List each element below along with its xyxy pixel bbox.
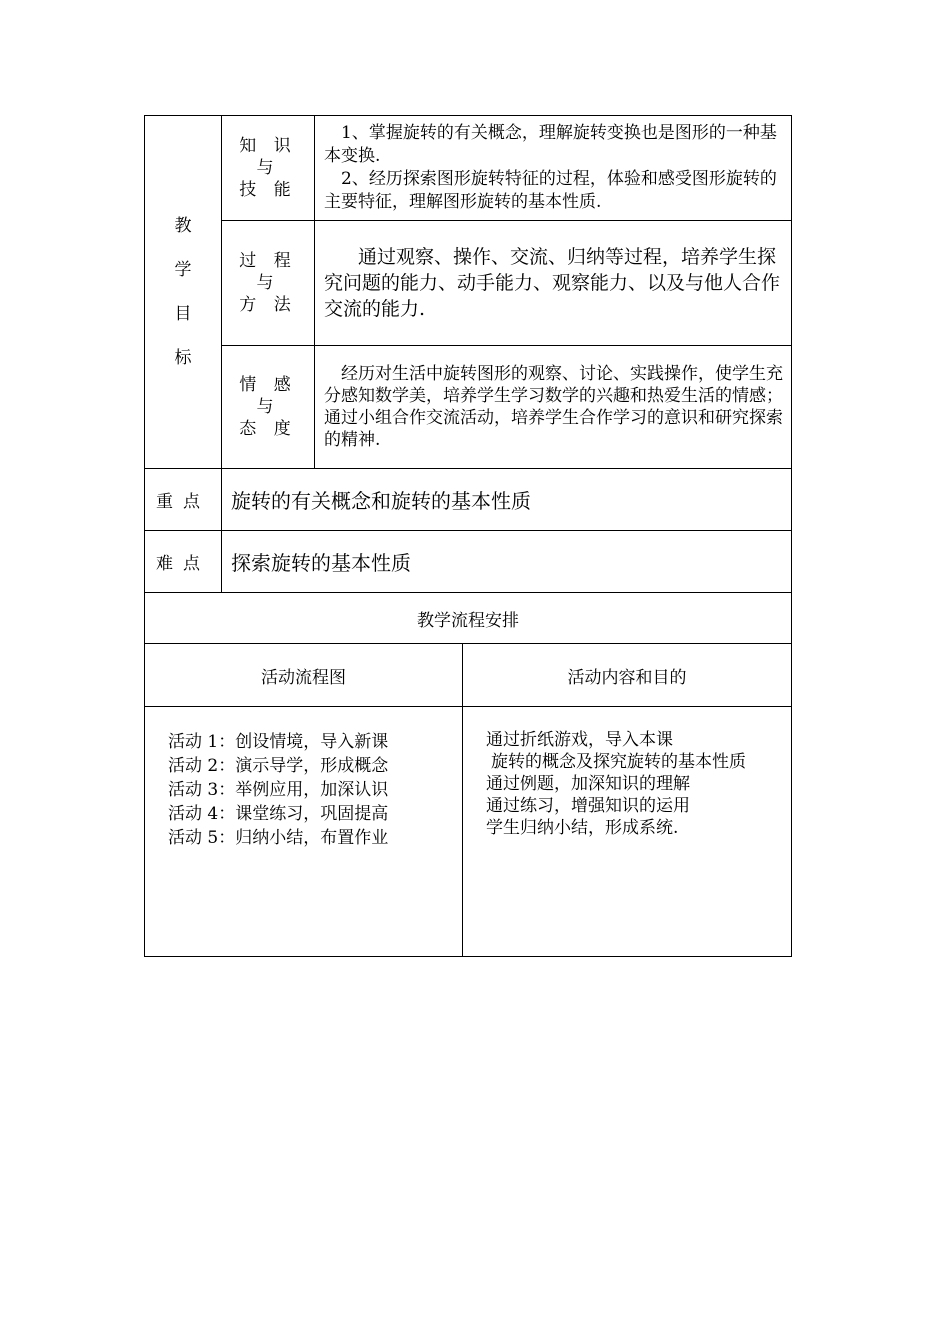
objective-paragraph: 通过观察、操作、交流、归纳等过程，培养学生探究问题的能力、动手能力、观察能力、以及与他人合作交流的能力. bbox=[324, 246, 781, 320]
label-line: 情 感 bbox=[239, 375, 297, 395]
process-method-label bbox=[222, 221, 315, 346]
label-line: 与 bbox=[256, 158, 280, 178]
objective-paragraph: 经历对生活中旋转图形的观察、讨论、实践操作，使学生充分感知数学美，培养学生学习数学的兴趣和热爱生活的情感；通过小组合作交流活动，培养学生合作学习的意识和研究探索的精神. bbox=[324, 364, 783, 450]
difficult-point-text: 探索旋转的基本性质 bbox=[222, 531, 792, 593]
objective-row-knowledge bbox=[145, 116, 792, 221]
purpose-item: 通过练习，增强知识的运用 bbox=[486, 796, 690, 816]
label-line: 过 程 bbox=[239, 251, 297, 271]
key-point-text: 旋转的有关概念和旋转的基本性质 bbox=[222, 469, 792, 531]
objectives-label-char: 教 bbox=[174, 216, 192, 236]
flow-content-row bbox=[145, 707, 792, 957]
emotion-attitude-label bbox=[222, 346, 315, 469]
objectives-label-char: 学 bbox=[174, 260, 192, 280]
activity-purpose-header: 活动内容和目的 bbox=[463, 644, 792, 707]
activity-flow-header: 活动流程图 bbox=[145, 644, 463, 707]
objectives-label-char: 目 bbox=[174, 304, 192, 324]
label-line: 技 能 bbox=[239, 180, 297, 200]
label-line: 方 法 bbox=[239, 295, 297, 315]
activity-item: 活动 3：举例应用，加深认识 bbox=[168, 780, 389, 800]
objectives-label bbox=[145, 116, 222, 469]
flow-title-row bbox=[145, 593, 792, 644]
flow-title: 教学流程安排 bbox=[145, 593, 792, 644]
activity-list bbox=[145, 707, 463, 957]
label-line: 知 识 bbox=[239, 136, 297, 156]
purpose-item: 旋转的概念及探究旋转的基本性质 bbox=[491, 752, 746, 772]
knowledge-skills-content bbox=[315, 116, 792, 221]
objective-row-attitude bbox=[145, 346, 792, 469]
key-point-label: 重点 bbox=[145, 469, 222, 531]
lesson-plan-table bbox=[144, 115, 792, 957]
key-point-row bbox=[145, 469, 792, 531]
label-line: 态 度 bbox=[239, 419, 297, 439]
activity-item: 活动 2：演示导学，形成概念 bbox=[168, 756, 389, 776]
activity-item: 活动 5：归纳小结，布置作业 bbox=[168, 828, 389, 848]
objective-row-process bbox=[145, 221, 792, 346]
difficult-point-label: 难点 bbox=[145, 531, 222, 593]
difficult-point-row bbox=[145, 531, 792, 593]
objective-paragraph: 2、经历探索图形旋转特征的过程，体验和感受图形旋转的主要特征，理解图形旋转的基本性质. bbox=[324, 169, 777, 212]
purpose-item: 学生归纳小结，形成系统. bbox=[486, 818, 679, 838]
flow-header-row bbox=[145, 644, 792, 707]
label-line: 与 bbox=[256, 273, 280, 293]
activity-item: 活动 4：课堂练习，巩固提高 bbox=[168, 804, 389, 824]
knowledge-skills-label bbox=[222, 116, 315, 221]
emotion-attitude-content bbox=[315, 346, 792, 469]
objectives-label-char: 标 bbox=[174, 348, 192, 368]
purpose-item: 通过例题，加深知识的理解 bbox=[486, 774, 690, 794]
purpose-item: 通过折纸游戏，导入本课 bbox=[486, 730, 673, 750]
objective-paragraph: 1、掌握旋转的有关概念，理解旋转变换也是图形的一种基本变换. bbox=[324, 123, 777, 166]
process-method-content bbox=[315, 221, 792, 346]
purpose-list bbox=[463, 707, 792, 957]
label-line: 与 bbox=[256, 397, 280, 417]
activity-item: 活动 1：创设情境，导入新课 bbox=[168, 732, 389, 752]
